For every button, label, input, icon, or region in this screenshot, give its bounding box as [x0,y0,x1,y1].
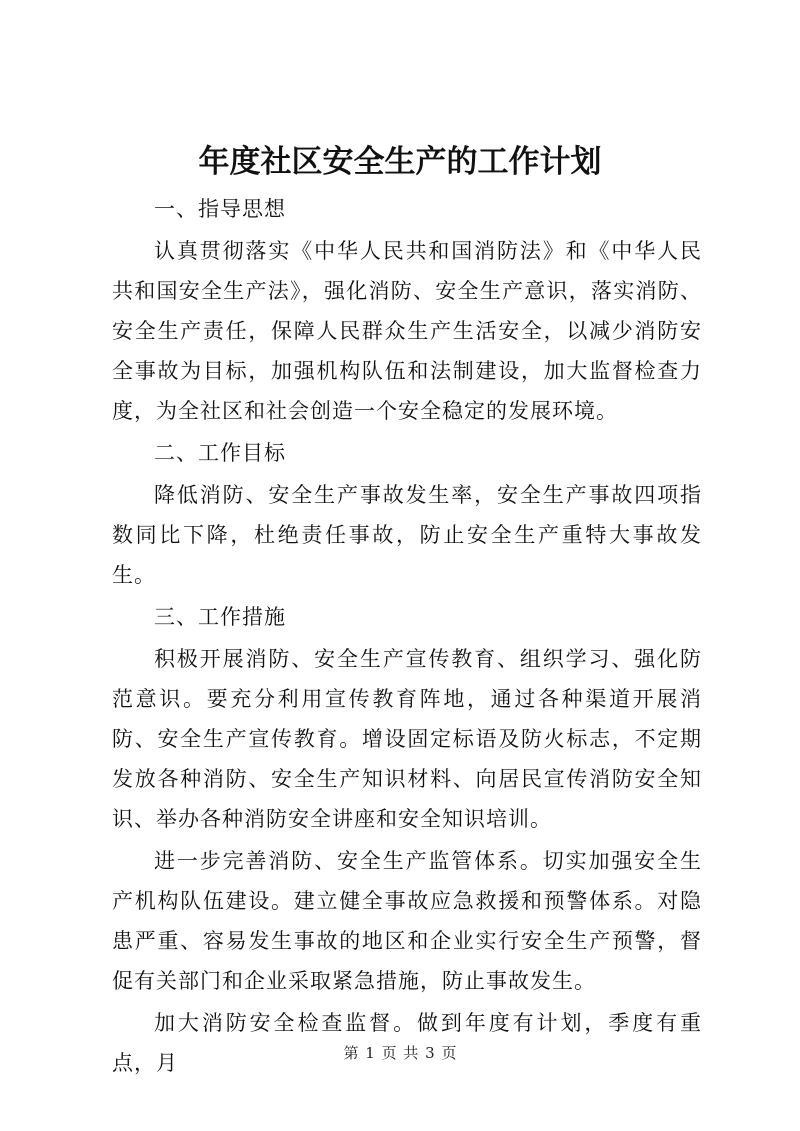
document-title: 年度社区安全生产的工作计划 [198,144,602,180]
paragraph-guiding-thought: 认真贯彻落实《中华人民共和国消防法》和《中华人民共和国安全生产法》，强化消防、安全生产意识，落实消防、安全生产责任，保障人民群众生产生活安全，以减少消防安全事故为目标，加强机构队伍和法制建设，加大监督检查力度，为全社区和社会创造一个安全稳定的发展环境。 [112,239,702,423]
page-number-footer: 第 1 页 共 3 页 [343,1044,457,1062]
section-heading-guiding-thought: 一、指导思想 [154,197,286,221]
section-heading-work-goals: 二、工作目标 [154,441,286,465]
document-body [112,189,702,1083]
section-heading-work-measures: 三、工作措施 [154,605,286,629]
paragraph-work-goals: 降低消防、安全生产事故发生率，安全生产事故四项指数同比下降，杜绝责任事故，防止安全生产重特大事故发生。 [112,483,702,587]
paragraph-measure-supervision-system: 进一步完善消防、安全生产监管体系。切实加强安全生产机构队伍建设。建立健全事故应急救援和预警体系。对隐患严重、容易发生事故的地区和企业实行安全生产预警，督促有关部门和企业采取紧急措施，防止事故发生。 [112,849,702,993]
paragraph-measure-education: 积极开展消防、安全生产宣传教育、组织学习、强化防范意识。要充分利用宣传教育阵地，通过各种渠道开展消防、安全生产宣传教育。增设固定标语及防火标志，不定期发放各种消防、安全生产知识材料、向居民宣传消防安全知识、举办各种消防安全讲座和安全知识培训。 [112,647,702,831]
paragraph-measure-inspection: 加大消防安全检查监督。做到年度有计划，季度有重点，月 [112,1011,702,1075]
